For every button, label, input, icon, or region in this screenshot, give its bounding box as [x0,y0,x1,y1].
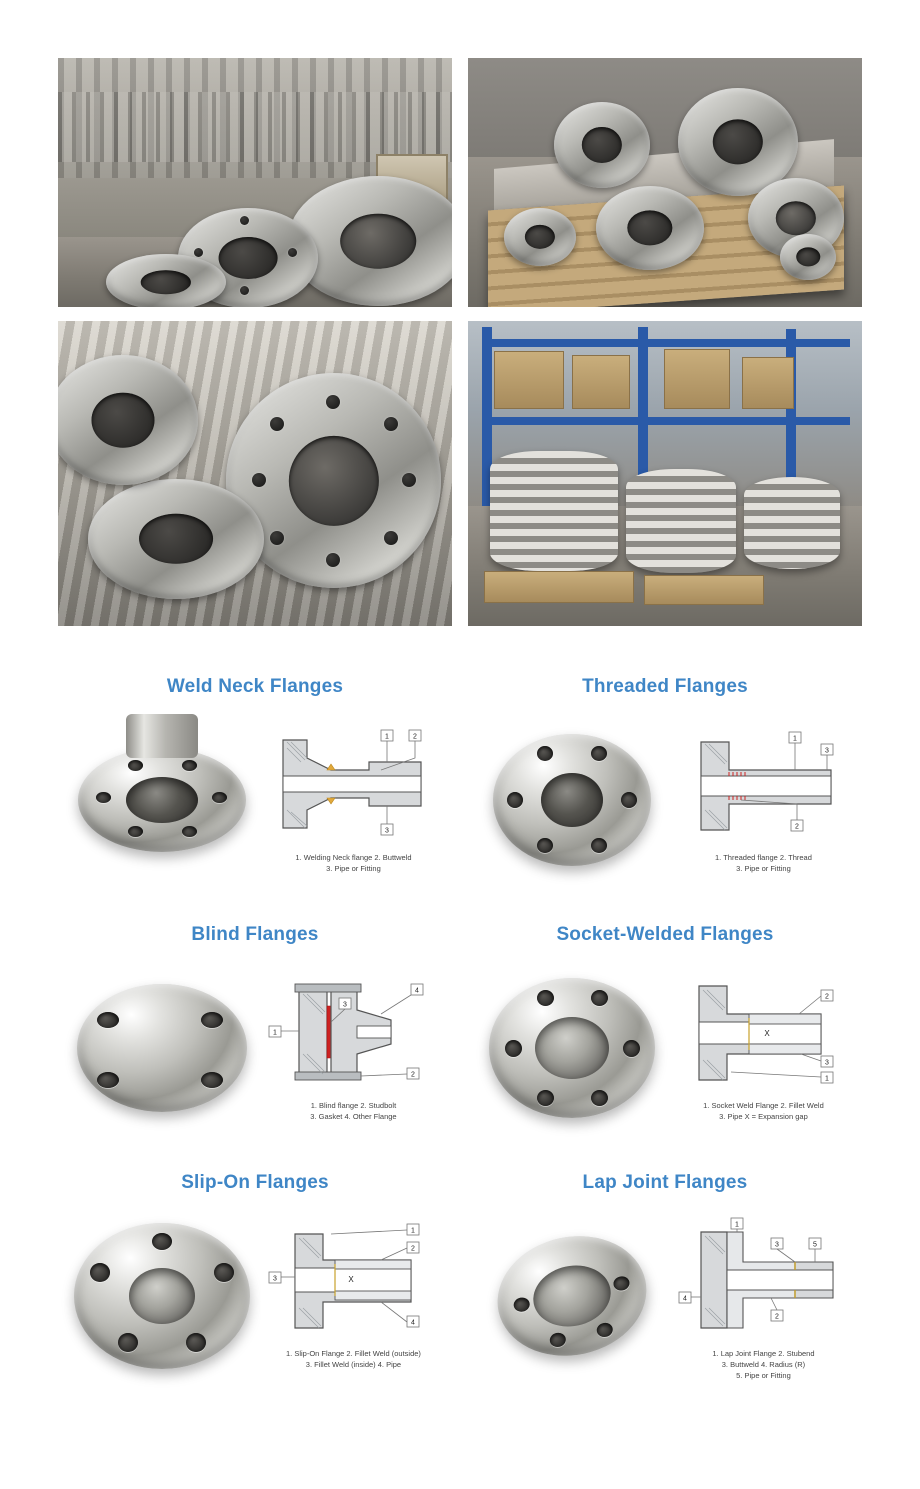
racking-beam [482,339,850,347]
small-flange-ring [780,234,836,280]
flange-type-row [58,660,862,908]
flange-render [493,734,651,866]
bolt-hole-icon [326,553,340,567]
svg-text:1: 1 [792,735,797,743]
card-title: Lap Joint Flanges [582,1172,748,1193]
bolt-hole-icon [384,417,398,431]
card-title: Weld Neck Flanges [166,676,344,697]
bolt-hole-icon [252,473,266,487]
card-title: Socket-Welded Flanges [556,924,774,945]
slip-on-flange-photo [64,1206,261,1386]
pallet [644,575,764,605]
bolt-hole-icon [240,286,249,295]
flange-type-section [58,660,862,1404]
photo-warehouse-flange-stacks [58,58,452,307]
svg-text:5: 5 [812,1241,817,1249]
svg-text:1: 1 [410,1227,415,1235]
wooden-crate [494,351,564,409]
diagram-legend: 1. Threaded flange 2. Thread 3. Pipe or Fitting [715,853,812,873]
weld-neck-flange-photo [64,710,261,890]
slip-on-flange-diagram [261,1206,446,1386]
svg-text:2: 2 [410,1245,415,1253]
pallet [484,571,634,603]
flange-stack [744,477,840,569]
socket-welded-flange-photo [474,958,671,1138]
flange-render [489,978,655,1118]
svg-text:4: 4 [414,987,419,995]
diagram-legend: 1. Slip-On Flange 2. Fillet Weld (outside) 3. Fillet Weld (inside) 4. Pipe [285,1349,421,1369]
lap-joint-flange-diagram [671,1206,856,1386]
bolt-hole-icon [384,531,398,545]
foreground-flange [88,479,264,599]
svg-text:3: 3 [824,1059,829,1067]
diagram-svg [671,714,857,854]
bolt-hole-icon [288,248,297,257]
card-slip-on-flanges [58,1156,452,1404]
svg-text:1: 1 [824,1075,829,1083]
flange-ring [596,186,704,270]
svg-text:X: X [348,1275,354,1284]
wooden-crate [572,355,630,409]
flange-render [77,984,247,1112]
svg-text:2: 2 [412,733,417,741]
svg-text:3: 3 [272,1275,277,1283]
svg-text:X: X [764,1029,770,1038]
svg-text:1: 1 [384,733,389,741]
flange-render [78,748,246,852]
bolt-hole-icon [270,417,284,431]
blind-flange-photo [64,958,261,1138]
card-socket-welded-flanges [468,908,862,1156]
card-title: Threaded Flanges [582,676,748,697]
blind-flange-diagram [261,958,446,1138]
svg-text:3: 3 [384,827,389,835]
svg-text:4: 4 [682,1295,687,1303]
card-blind-flanges [58,908,452,1156]
svg-text:3: 3 [824,747,829,755]
card-weld-neck-flanges [58,660,452,908]
wooden-crate [742,357,794,409]
bolt-hole-icon [402,473,416,487]
flange-type-row [58,1156,862,1404]
lap-joint-flange-photo [474,1206,671,1386]
photo-warehouse-racking-stacks [468,321,862,626]
svg-text:2: 2 [794,823,799,831]
card-title: Slip-On Flanges [181,1172,329,1193]
flange-neck [126,714,198,758]
svg-text:3: 3 [342,1001,347,1009]
svg-text:1: 1 [734,1221,739,1229]
threaded-flange-diagram [671,710,856,890]
racking-beam [482,417,850,425]
diagram-legend: 1. Blind flange 2. Studbolt 3. Gasket 4. Other Flange [310,1101,397,1121]
photo-flange-closeup-machined [58,321,452,626]
diagram-legend: 1. Lap Joint Flange 2. Stubend 3. Buttweld 4. Radius (R) 5. Pipe or Fitting [712,1349,815,1380]
flange-stack [626,469,736,573]
weld-neck-flange-diagram [261,710,446,890]
diagram-legend: 1. Welding Neck flange 2. Buttweld 3. Pipe or Fitting [295,853,412,873]
svg-text:3: 3 [774,1241,779,1249]
flange-stack [490,451,618,571]
flange-render [497,1237,647,1355]
small-flange-ring [106,254,226,307]
card-title: Blind Flanges [191,924,319,945]
svg-text:2: 2 [410,1071,415,1079]
svg-text:2: 2 [774,1313,779,1321]
svg-text:1: 1 [272,1029,277,1037]
threaded-flange-photo [474,710,671,890]
flange-render [74,1223,250,1369]
photo-flanges-on-wooden-pallet [468,58,862,307]
diagram-svg [261,962,447,1102]
bolt-hole-icon [194,248,203,257]
photo-grid [58,58,862,626]
bolt-hole-icon [326,395,340,409]
diagram-svg [261,714,447,854]
wooden-crate [664,349,730,409]
weld-neck-flange-ring [554,102,650,188]
background-flange-rows [58,92,452,162]
flange-type-row [58,908,862,1156]
card-lap-joint-flanges [468,1156,862,1404]
socket-welded-flange-diagram [671,958,856,1138]
svg-text:2: 2 [824,993,829,1001]
svg-text:4: 4 [410,1319,415,1327]
bolt-hole-icon [240,216,249,225]
card-threaded-flanges [468,660,862,908]
diagram-svg [671,962,857,1102]
flange-ring [504,208,576,266]
bolt-hole-icon [270,531,284,545]
diagram-legend: 1. Socket Weld Flange 2. Fillet Weld 3. Pipe X = Expansion gap [703,1101,824,1121]
diagram-svg [261,1210,447,1350]
diagram-svg [671,1210,857,1350]
